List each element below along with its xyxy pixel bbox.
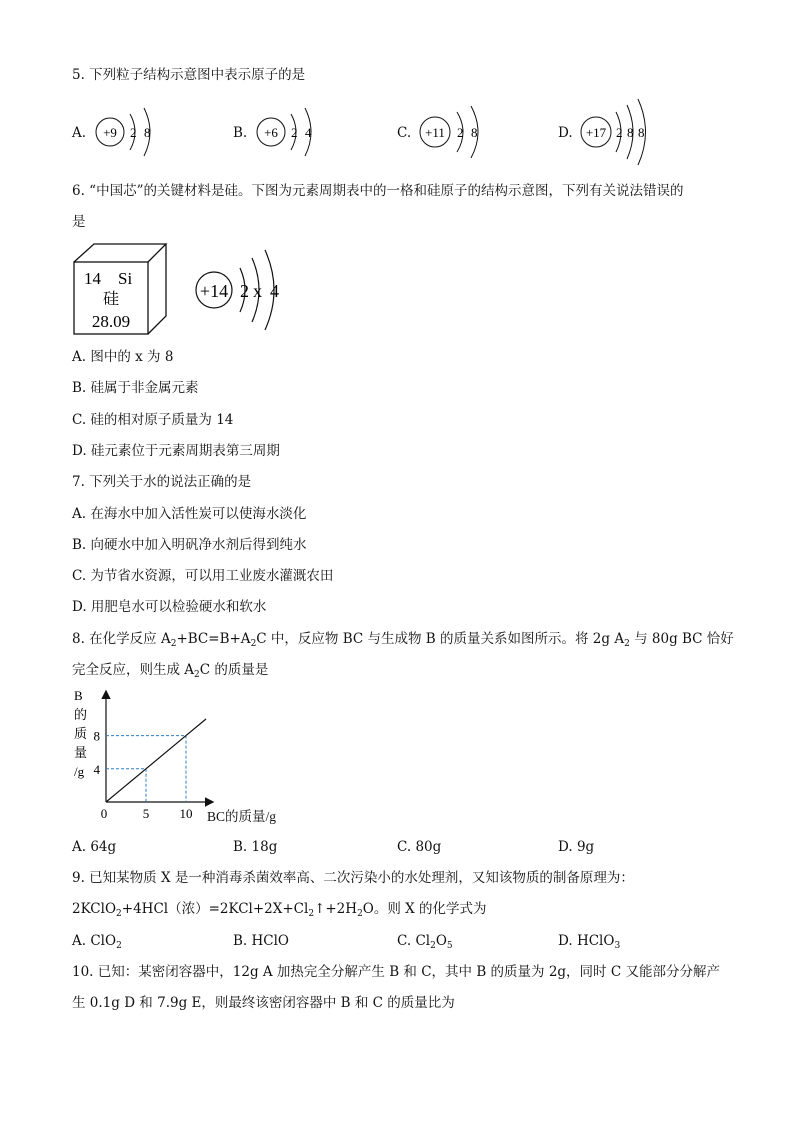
q9-option-b[interactable]: B. HClO	[233, 933, 290, 949]
shell-electrons: 2	[240, 281, 249, 301]
q5-option-b-atom-diagram	[253, 100, 343, 168]
nucleus-charge: +17	[585, 125, 607, 140]
q9-option-d[interactable]: D. HClO$_3$	[558, 933, 621, 951]
element-symbol: Si	[118, 269, 133, 288]
chart-series-line	[106, 719, 206, 802]
q10-stem-line1: 10. 已知：某密闭容器中，12g A 加热完全分解产生 B 和 C，其中 B 的质量为 2g，同时 C 又能部分分解产	[72, 964, 720, 980]
y-axis-label-char: /g	[74, 764, 85, 779]
q8-option-b[interactable]: B. 18g	[233, 839, 278, 855]
shell-electrons-x: x	[253, 281, 262, 301]
nucleus-charge: +14	[199, 281, 229, 301]
element-name: 硅	[102, 289, 120, 308]
relative-atomic-mass: 28.09	[91, 312, 131, 331]
q9-equation: 2KClO$_2$+4HCl（浓）$=2KCl+2X+Cl_2↑+2H_2O$。则 X 的化学式为	[72, 901, 487, 919]
q7-option-c[interactable]: C. 为节省水资源，可以用工业废水灌溉农田	[72, 568, 334, 584]
q9-stem: 9. 已知某物质 X 是一种消毒杀菌效率高、二次污染小的水处理剂，又知该物质的制备原理为：	[72, 870, 634, 886]
q8-option-a[interactable]: A. 64g	[72, 839, 117, 855]
q10-stem-line2: 生 0.1g D 和 7.9g E，则最终该密闭容器中 B 和 C 的质量比为	[72, 995, 455, 1011]
origin-tick-label: 0	[100, 806, 108, 821]
si-atom-structure-diagram	[192, 248, 302, 336]
q7-option-a[interactable]: A. 在海水中加入活性炭可以使海水淡化	[72, 506, 307, 522]
q5-stem: 5. 下列粒子结构示意图中表示原子的是	[72, 67, 306, 83]
q5-option-c-letter[interactable]: C.	[397, 125, 412, 141]
nucleus-charge: +6	[264, 125, 278, 140]
q7-option-d[interactable]: D. 用肥皂水可以检验硬水和软水	[72, 599, 267, 615]
y-axis-label-char: 质	[74, 726, 88, 741]
y-tick-label: 8	[93, 728, 100, 744]
q6-stem-line2: 是	[72, 214, 86, 230]
shell-electrons: 2	[616, 125, 623, 140]
shell-electrons: 8	[627, 125, 634, 140]
q5-option-a-letter[interactable]: A.	[72, 125, 87, 141]
q5-option-a-atom-diagram	[92, 100, 182, 168]
x-tick-label: 5	[142, 806, 150, 821]
shell-electrons: 4	[270, 281, 279, 301]
nucleus-charge: +11	[425, 125, 445, 140]
q8-x-axis-label: BC的质量/g	[207, 809, 277, 824]
q5-option-d-letter[interactable]: D.	[558, 125, 573, 141]
q9-option-c[interactable]: C. $Cl_2O_5$	[397, 933, 453, 951]
shell-electrons: 8	[471, 125, 478, 140]
q8-stem-line2: 完全反应，则生成 $A_2C$ 的质量是	[72, 662, 269, 680]
q5-option-b-letter[interactable]: B.	[233, 125, 248, 141]
q5-option-c-atom-diagram	[417, 100, 507, 168]
shell-electrons: 8	[638, 125, 645, 140]
q6-stem-line1: 6. “中国芯”的关键材料是硅。下图为元素周期表中的一格和硅原子的结构示意图，下列有关说法错误的	[72, 183, 684, 199]
y-tick-label: 4	[93, 761, 100, 777]
q9-option-a[interactable]: A. ClO$_2$	[72, 933, 122, 951]
shell-electrons: 8	[144, 125, 151, 140]
q6-option-c[interactable]: C. 硅的相对原子质量为 14	[72, 412, 234, 428]
q7-option-b[interactable]: B. 向硬水中加入明矾净水剂后得到纯水	[72, 537, 307, 553]
q8-stem-line1: 8. 在化学反应 $A_2+BC=B+A_2C$ 中，反应物 BC 与生成物 B 的质量关系如图所示。将 2g $A_2$ 与 80g BC 恰好	[72, 631, 734, 649]
y-axis-label-char: 的	[74, 707, 88, 722]
shell-electrons: 2	[457, 125, 464, 140]
y-axis-label-char: 量	[74, 745, 88, 760]
atomic-number: 14	[84, 269, 101, 288]
q7-stem: 7. 下列关于水的说法正确的是	[72, 474, 252, 490]
x-tick-label: 10	[179, 806, 193, 821]
nucleus-charge: +9	[103, 125, 117, 140]
shell-electrons: 2	[130, 125, 137, 140]
periodic-table-cell-si	[72, 242, 168, 340]
shell-electrons: 4	[305, 125, 312, 140]
q6-option-d[interactable]: D. 硅元素位于元素周期表第三周期	[72, 443, 280, 459]
q6-option-b[interactable]: B. 硅属于非金属元素	[72, 380, 199, 396]
q5-option-d-atom-diagram	[578, 96, 678, 172]
shell-electrons: 2	[291, 125, 298, 140]
q6-option-a[interactable]: A. 图中的 x 为 8	[72, 349, 174, 365]
q8-option-c[interactable]: C. 80g	[397, 839, 442, 855]
q8-option-d[interactable]: D. 9g	[558, 839, 595, 855]
y-axis-label-char: B	[74, 688, 83, 703]
